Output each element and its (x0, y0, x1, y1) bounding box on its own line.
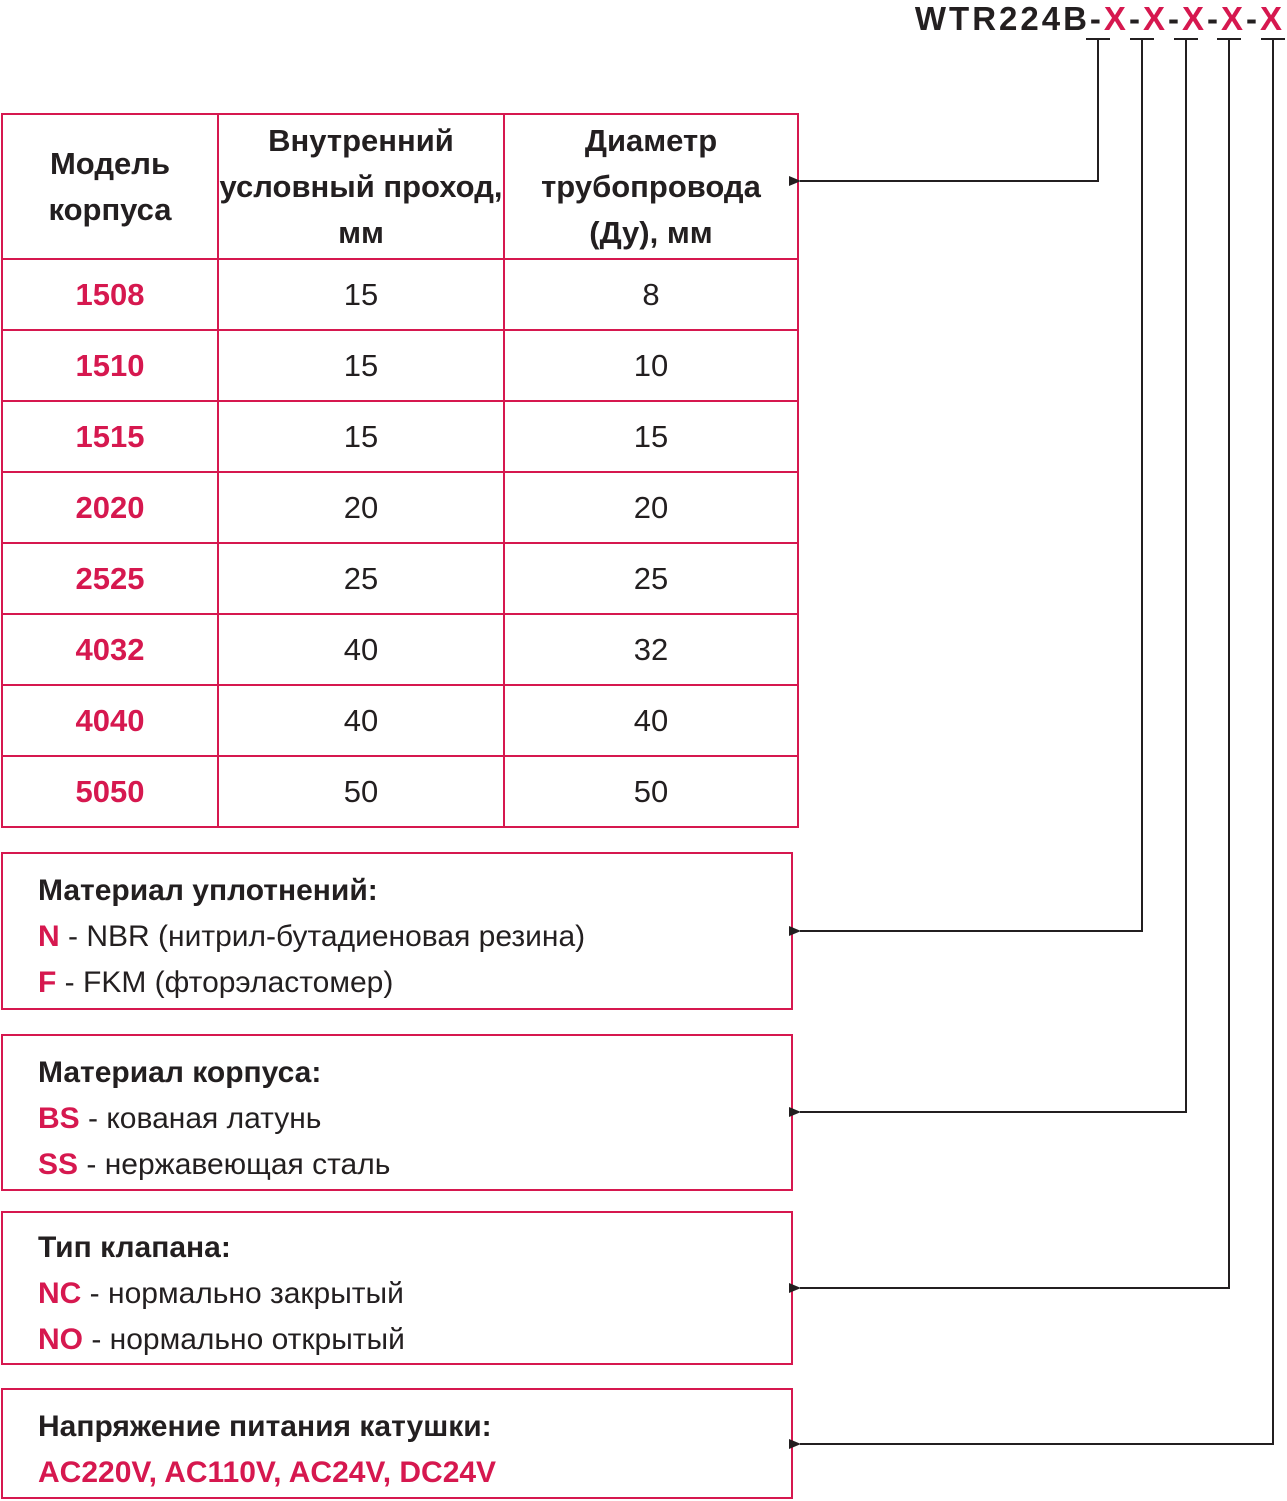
model-cell: 5050 (2, 756, 218, 827)
header-inner-bore: Внутренний условный проход, мм (218, 114, 504, 259)
model-cell: 2020 (2, 472, 218, 543)
coil-voltage-values: AC220V, AC110V, AC24V, DC24V (38, 1456, 497, 1489)
code-segment-3: X (1181, 0, 1207, 37)
bore-cell: 20 (218, 472, 504, 543)
valve-option-nc: NC - нормально закрытый (38, 1277, 404, 1310)
bore-cell: 15 (218, 401, 504, 472)
diameter-cell: 8 (504, 259, 798, 330)
body-option-bs: BS - кованая латунь (38, 1102, 322, 1135)
diameter-cell: 25 (504, 543, 798, 614)
seal-option-f: F - FKM (фторэластомер) (38, 966, 394, 999)
seal-option-n: N - NBR (нитрил-бутадиеновая резина) (38, 920, 586, 953)
seal-material-title: Материал уплотнений: (38, 874, 378, 907)
code-segment-4: X (1220, 0, 1246, 37)
model-cell: 1508 (2, 259, 218, 330)
model-cell: 1510 (2, 330, 218, 401)
valve-option-no: NO - нормально открытый (38, 1323, 405, 1356)
bore-cell: 50 (218, 756, 504, 827)
connector-4 (800, 39, 1241, 1288)
diameter-cell: 50 (504, 756, 798, 827)
model-cell: 4032 (2, 614, 218, 685)
connector-5 (800, 39, 1285, 1444)
valve-type-title: Тип клапана: (38, 1231, 231, 1264)
diameter-cell: 15 (504, 401, 798, 472)
model-cell: 1515 (2, 401, 218, 472)
bore-cell: 15 (218, 259, 504, 330)
connector-2 (800, 39, 1154, 931)
header-pipe-diameter: Диаметр трубопровода (Ду), мм (504, 114, 798, 259)
header-model: Модель корпуса (2, 114, 218, 259)
bore-cell: 40 (218, 685, 504, 756)
model-code-prefix: WTR224B (914, 0, 1090, 37)
model-code: WTR224B-X-X-X-X-X (914, 0, 1285, 37)
connector-3 (800, 39, 1198, 1112)
diameter-cell: 32 (504, 614, 798, 685)
diameter-cell: 20 (504, 472, 798, 543)
bore-cell: 15 (218, 330, 504, 401)
body-option-ss: SS - нержавеющая сталь (38, 1148, 391, 1181)
bore-cell: 40 (218, 614, 504, 685)
diameter-cell: 40 (504, 685, 798, 756)
coil-voltage-title: Напряжение питания катушки: (38, 1410, 492, 1443)
diameter-cell: 10 (504, 330, 798, 401)
body-material-title: Материал корпуса: (38, 1056, 322, 1089)
code-segment-1: X (1103, 0, 1129, 37)
model-cell: 4040 (2, 685, 218, 756)
connector-1 (800, 39, 1110, 181)
code-segment-5: X (1259, 0, 1285, 37)
model-cell: 2525 (2, 543, 218, 614)
code-segment-2: X (1142, 0, 1168, 37)
bore-cell: 25 (218, 543, 504, 614)
